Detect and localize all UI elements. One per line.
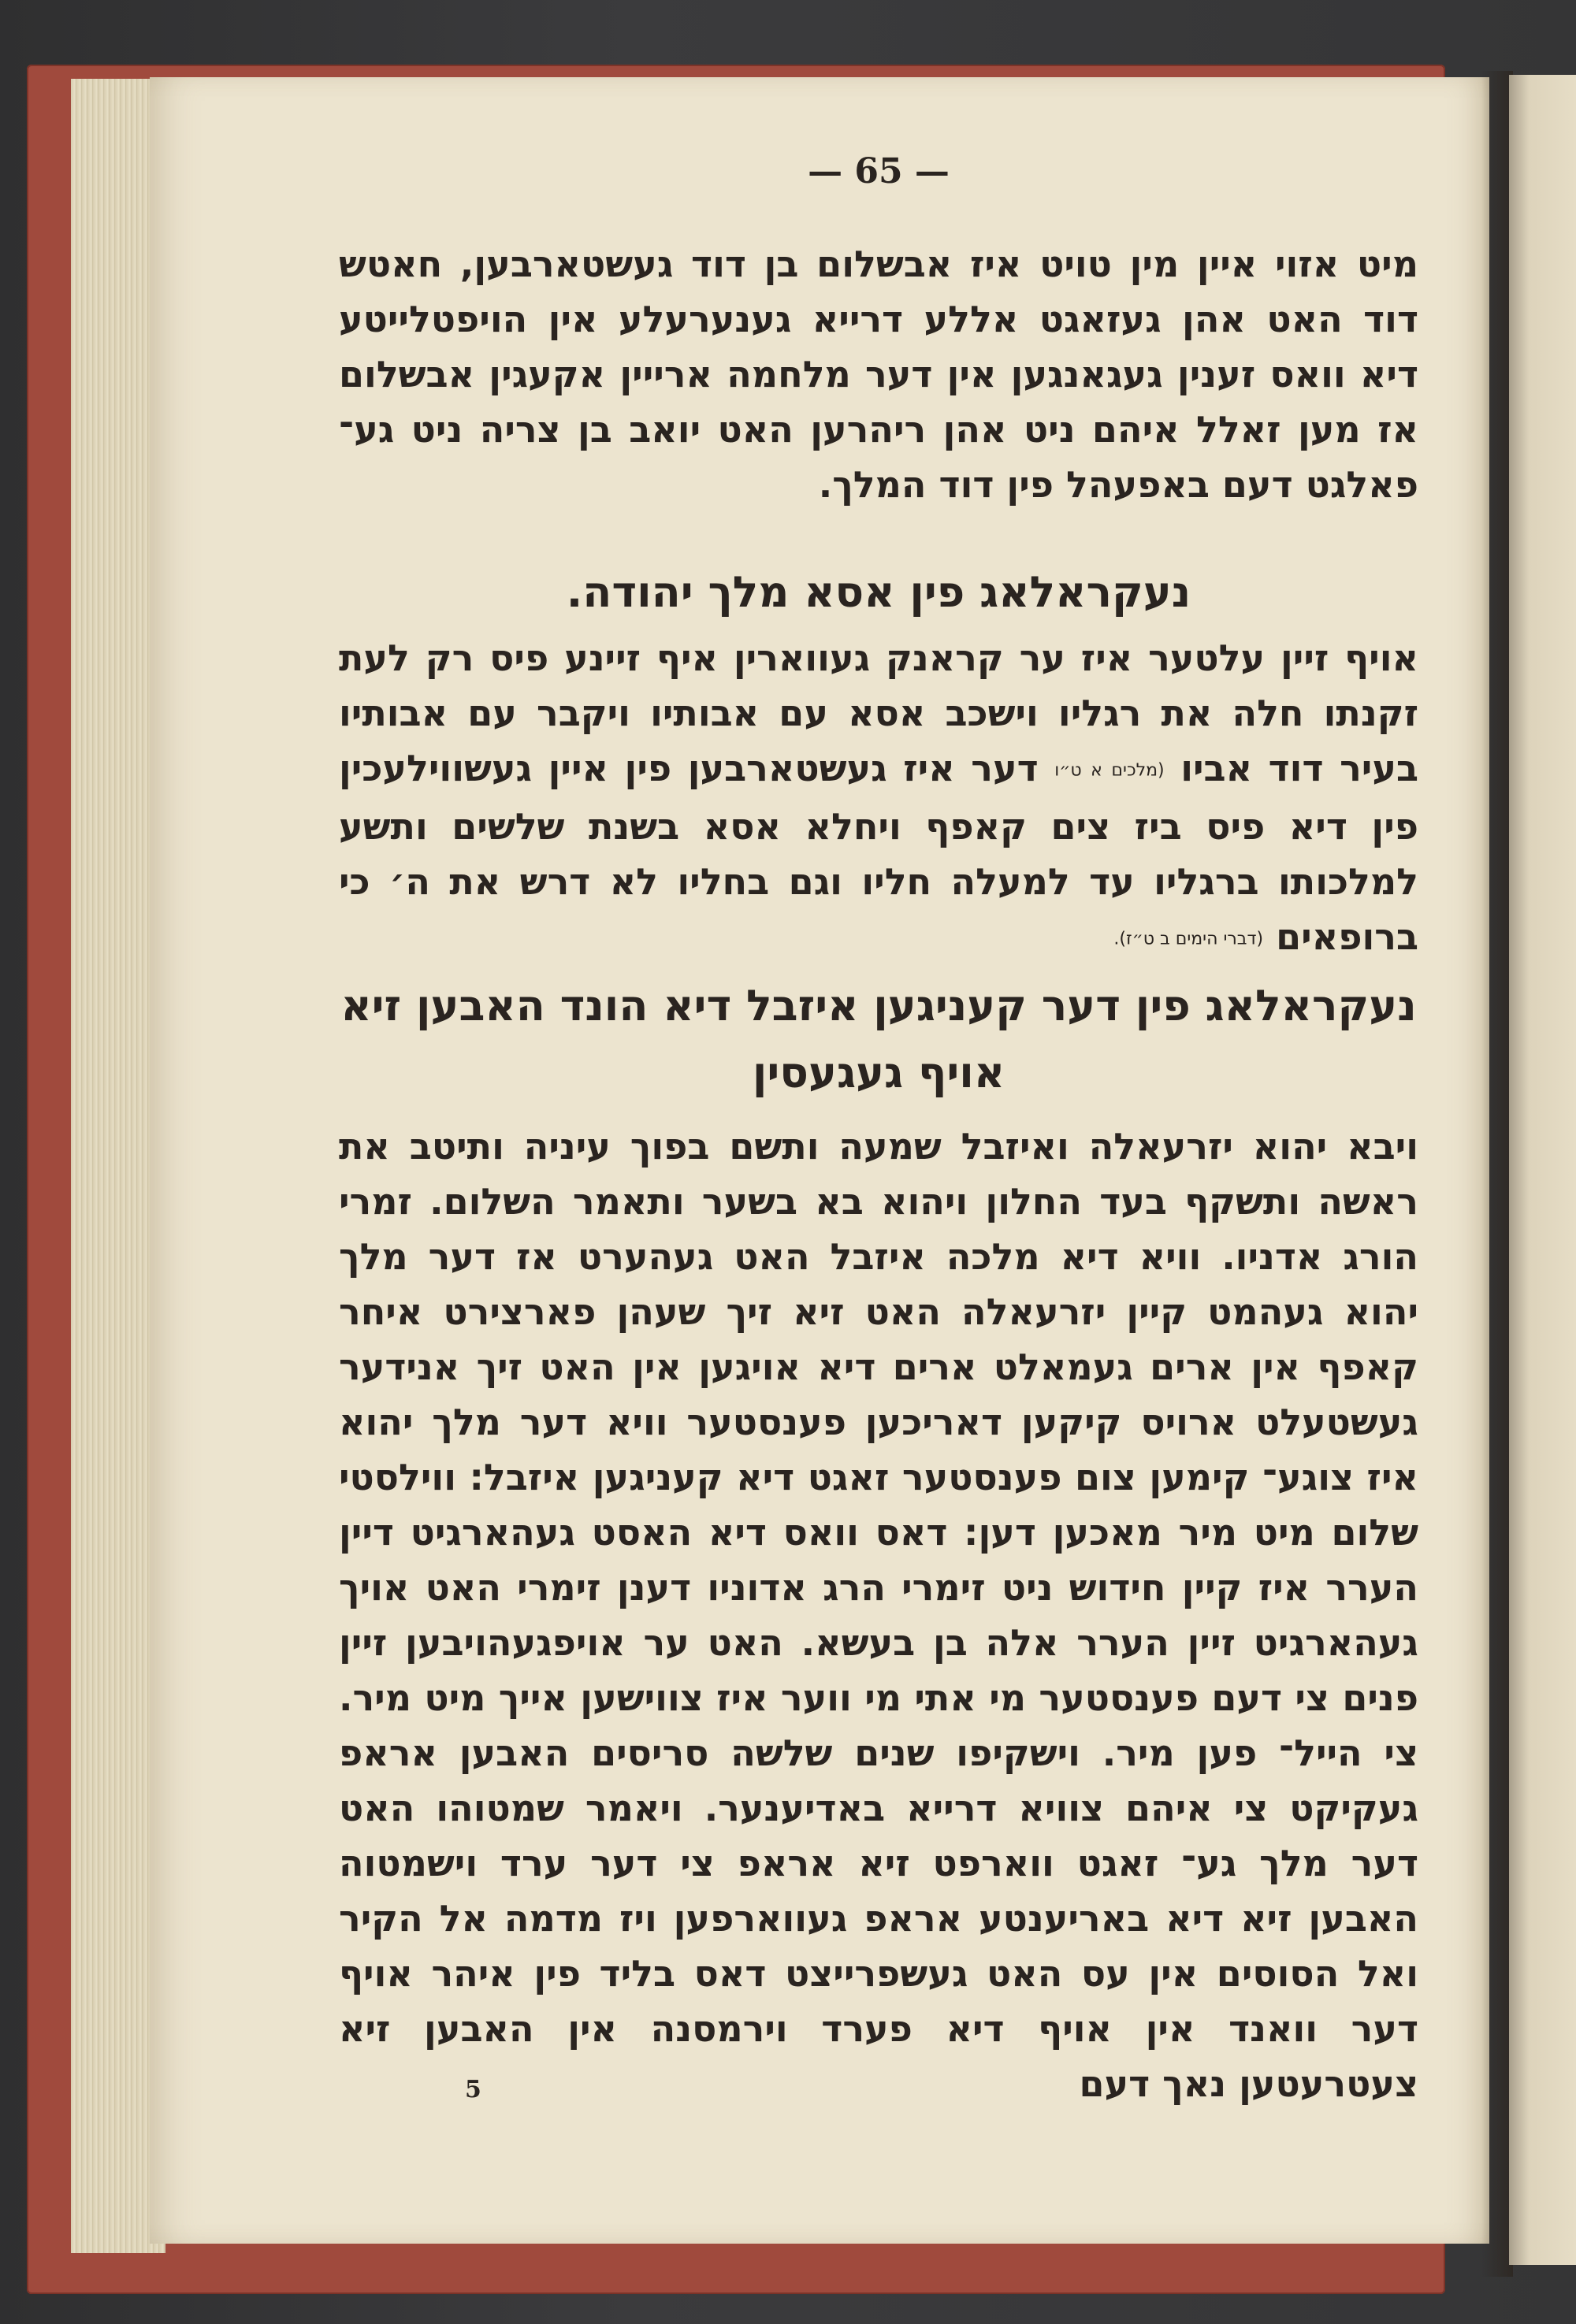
- heading-asa: נעקראלאג פין אסא מלך יהודה.: [566, 567, 1191, 617]
- page-number: — 65 —: [808, 151, 950, 191]
- paragraph-asa-mid: דער איז געשטארבען פין איין געשווילעכין פין דיא פיס ביז צים קאפף ויחלא אסא בשנת שלשים ותשע למלכותו ברגליו עד למעלה חליו וגם בחליו לא דרש את ה׳ כי ברופאים: [339, 747, 1418, 958]
- heading-jezebel: נעקראלאג פין דער קעניגען איזבל דיא הונד האבען זיא: [340, 981, 1417, 1030]
- reference-kings: (מלכים א ט״ו: [1054, 760, 1165, 781]
- signature-mark: 5: [465, 2076, 481, 2103]
- page-content: [339, 142, 1418, 2159]
- next-page-edge: [1509, 75, 1576, 2265]
- paragraph-asa: [339, 630, 1418, 967]
- reference-chronicles: (דברי הימים ב ט״ז).: [1113, 929, 1264, 949]
- paragraph-asa-main: אויף זיין עלטער איז ער קראנק געווארין איף זיינע פיס רק לעת זקנתו חלה את רגליו וישכב אסא עם אבותיו ויקבר עם אבותיו בעיר דוד אביו: [339, 637, 1419, 789]
- paragraph-absalom: מיט אזוי איין מין טויט איז אבשלום בן דוד געשטארבען, חאטש דוד האט אהן געזאגט אללע דרייא גענערעלע אין הויפטלייטע דיא וואס זענין געגאנגען אין דער מלחמה ארייין אקעגין אבשלום אז מען זאלל איהם ניט אהן ריהרען האט יואב בן צריה ניט גע־ פאלגט דעם באפעהל פין דוד המלך.: [339, 243, 1418, 506]
- gutter-shadow: [1481, 71, 1513, 2277]
- paragraph-jezebel: ויבא יהוא יזרעאלה ואיזבל שמעה ותשם בפוך עיניה ותיטב את ראשה ותשקף בעד החלון ויהוא בא בשער ותאמר השלום. זמרי הורג אדניו. וויא דיא מלכה איזבל האט געהערט אז דער מלך יהוא געהמט קיין יזרעאלה האט זיא זיך שעהן פארצירט איחר קאפף אין ארים געמאלט ארים דיא אויגען אין האט זיך אנידער געשטעלט ארויס קיקען דאריכען פענסטער וויא דער מלך יהוא איז צוגע־ קימען צום פענסטער זאגט דיא קעניגען איזבל: ווילסטי שלום מיט מיר מאכען דען: דאס וואס דיא האסט געהארגיט דיין הערר איז קיין חידוש ניט זימרי הרג אדוניו דענן זימרי האט אויך געהארגיט זיין הערר אלה בן בעשא. האט ער אויפגעהויבען זיין פנים צי דעם פענסטער מי אתי מי ווער איז צווישען אייך מיט מיר. צי הייל־ פען מיר. וישקיפו שנים שלשה סריסים האבען אראפ געקיקט צי איהם צוויא דרייא באדיענער. ויאמר שמטוהו האט דער מלך גע־ זאגט ווארפט זיא אראפ צי דער ערד וישמטוה האבען זיא דיא באריענטע אראפ געווארפען ויז מדמה אל הקיר ואל הסוסים אין עס האט געשפרייצט דאס בליד פין איהר אויף דער וואנד אין אויף דיא פערד וירמסנה אין האבען זיא צעטרעטען נאך דעם: [339, 1125, 1418, 2105]
- heading-jezebel-line2: אויף געגעסין: [752, 1048, 1005, 1097]
